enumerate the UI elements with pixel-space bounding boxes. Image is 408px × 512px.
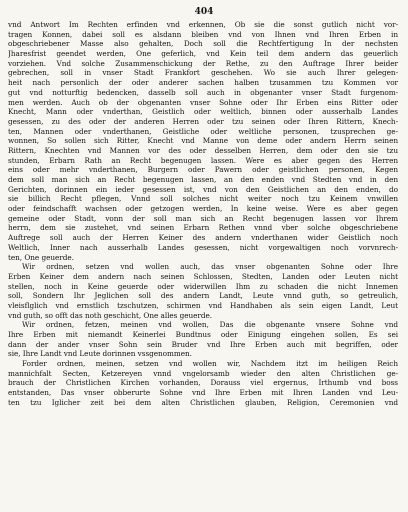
body-text	[8, 20, 398, 408]
text-line: men werden. Auch ob der obgenanten vnser Sohne oder Ihr Erben eins Ritter oder	[8, 97, 398, 107]
text-line: vnd guth, so offt das noth geschicht, One alles geuerde.	[8, 310, 213, 320]
text-line: vnd Antwort Im Rechten erfinden vnd erkennen, Ob sie die sonst gutlich nicht vor-	[8, 20, 398, 29]
text-line: Gerichten, dorinnen ein ieder gesessen ist, vnd von den Geistlichen an den enden, do	[8, 184, 398, 194]
text-line: ten tzu Iglicher zeit bei dem alten Christlichen glauben, Religion, Ceremonien vnd	[8, 397, 398, 407]
text-line: oder feindschafft wachsen oder getzogen werden, In keine weise. Were es aber gegen	[8, 204, 398, 214]
text-line: obgeschriebener Masse also gehalten, Doch soll die Rechtfertigung In der nechsten	[8, 39, 398, 49]
text-line: wonnen, So sollen sich Ritter, Knecht vnd Manne von deme oder andern Herrn seinen	[8, 136, 398, 146]
text-line: vleisflglich vnd ernstlich tzschutzen, schirmen vnd Handhaben als sein eigen Landt, Leut	[8, 300, 398, 310]
text-line: vorziehen. Vnd solche Zusammenschickung der Rethe, zu den Auftrage Ihrer beider	[8, 58, 398, 68]
text-line: soll, Sondern Ihr Jeglichen soll des andern Landt, Leute vnnd guth, so getreulich,	[8, 291, 398, 301]
text-line: sie, Ihre Landt vnd Leute dorinnen vssgenommen.	[8, 349, 192, 359]
text-line: Forder ordnen, meinen, setzen vnd wollen wir, Nachdem itzt im heiligen Reich	[22, 359, 398, 369]
text-line: stunden, Erbarn Rath an Recht begenugen lassen. Were es aber gegen des Herren	[8, 155, 398, 165]
text-line: gut vnd notturftig bedencken, dasselb soll auch in obgenanter vnser Stadt furgenom-	[8, 87, 398, 97]
text-line: stellen, noch in Keine geuerde oder widerwillen Ihm zu schaden die nicht Innemen	[8, 281, 398, 291]
text-line: dann der ander vnser Sohn sein Bruder vnd Ihre Erben auch mit begriffen, oder	[8, 339, 398, 349]
text-line: eins oder mehr vnderthanen, Burgern oder Pawern oder geistlichen personen, Kegen	[8, 165, 398, 175]
text-line: tragen Konnen, dabei soll es alsdann bleiben vnd von Ihnen vnd Ihren Erben in	[8, 29, 398, 39]
text-line: Ihre Erben mit niemandt Keinerlei Bundtnus oder Einigung eingehen sollen, Es sei	[8, 330, 398, 339]
text-line: Erben Keiner dem andern nach seinen Schlossen, Stedten, Landen oder Leuten nicht	[8, 271, 398, 281]
text-line: gemeine oder Stadt, vonn der soll man sich an Recht begenugen lassen vor Ihrem	[8, 213, 398, 223]
text-line: sie billich Recht pflegen, Vnnd soll solches nicht weiter noch tzu Keinem vnwillen	[8, 194, 398, 204]
text-line: dem soll man sich an Recht begenugen lassen, an den enden vnd Stedten vnd in den	[8, 175, 398, 184]
text-line: Jharesfrist geendet werden, One geferlich, vnd Kein teil dem andern das geuerlich	[8, 49, 398, 59]
text-line: Knecht, Mann oder vnderthan, Geistlich oder weltlich, binnen oder ausserhalb Landes	[8, 107, 398, 117]
text-line: Auftrege soll auch der Herren Keiner des andern vnderthanen wider Geistlich noch	[8, 233, 398, 243]
text-line: entstanden, Das vnser obberurte Sohne vnd Ihre Erben mit Ihren Landen vnd Leu-	[8, 388, 398, 398]
text-line: heit nach personlich der oder anderer sachen halben tzusammen tzu Kommen vor	[8, 78, 398, 88]
text-line: Wir ordnen, fetzen, meinen vnd wollen, Das die obgenante vnsere Sohne vnd	[22, 320, 398, 330]
text-line: Rittern, Knechten vnd Mannen vor des oder desselben Herren, dem oder den sie tzu	[8, 145, 398, 155]
text-line: mannichfalt Secten, Ketzereyen vnnd vngelorsamb wieder den alten Christlichen ge-	[8, 368, 398, 378]
text-line: herrn, dem sie zustehet, vnd seinen Erbarn Rethen vnnd vber solche obgeschriebene	[8, 223, 398, 233]
text-line: ten, Mannen oder vnderthanen, Geistliche oder weltliche personen, tzusprechen ge-	[8, 126, 398, 136]
text-line: Wir ordnen, setzen vnd wollen auch, das vnser obgenanten Sohne oder Ihre	[22, 262, 398, 272]
page-number: 404	[194, 7, 214, 17]
text-line: brauch der Christlichen Kirchen vorhanden, Dorauss viel ergernus, Irthumb vnd boss	[8, 378, 398, 388]
text-line: ten, One geuerde.	[8, 252, 74, 262]
text-line: gebrechen, soll in vnser Stadt Frankfort geschehen. Wo sie auch Ihrer gelegen-	[8, 68, 398, 78]
text-line: gesessen, zu des oder der anderen Herren oder tzu seinen oder Ihren Rittern, Knech-	[8, 116, 398, 126]
text-line: Weltlich, Inner nach ausserhalb Landes gesessen, nicht vorgewaltigen noch vorvnrech-	[8, 242, 398, 252]
